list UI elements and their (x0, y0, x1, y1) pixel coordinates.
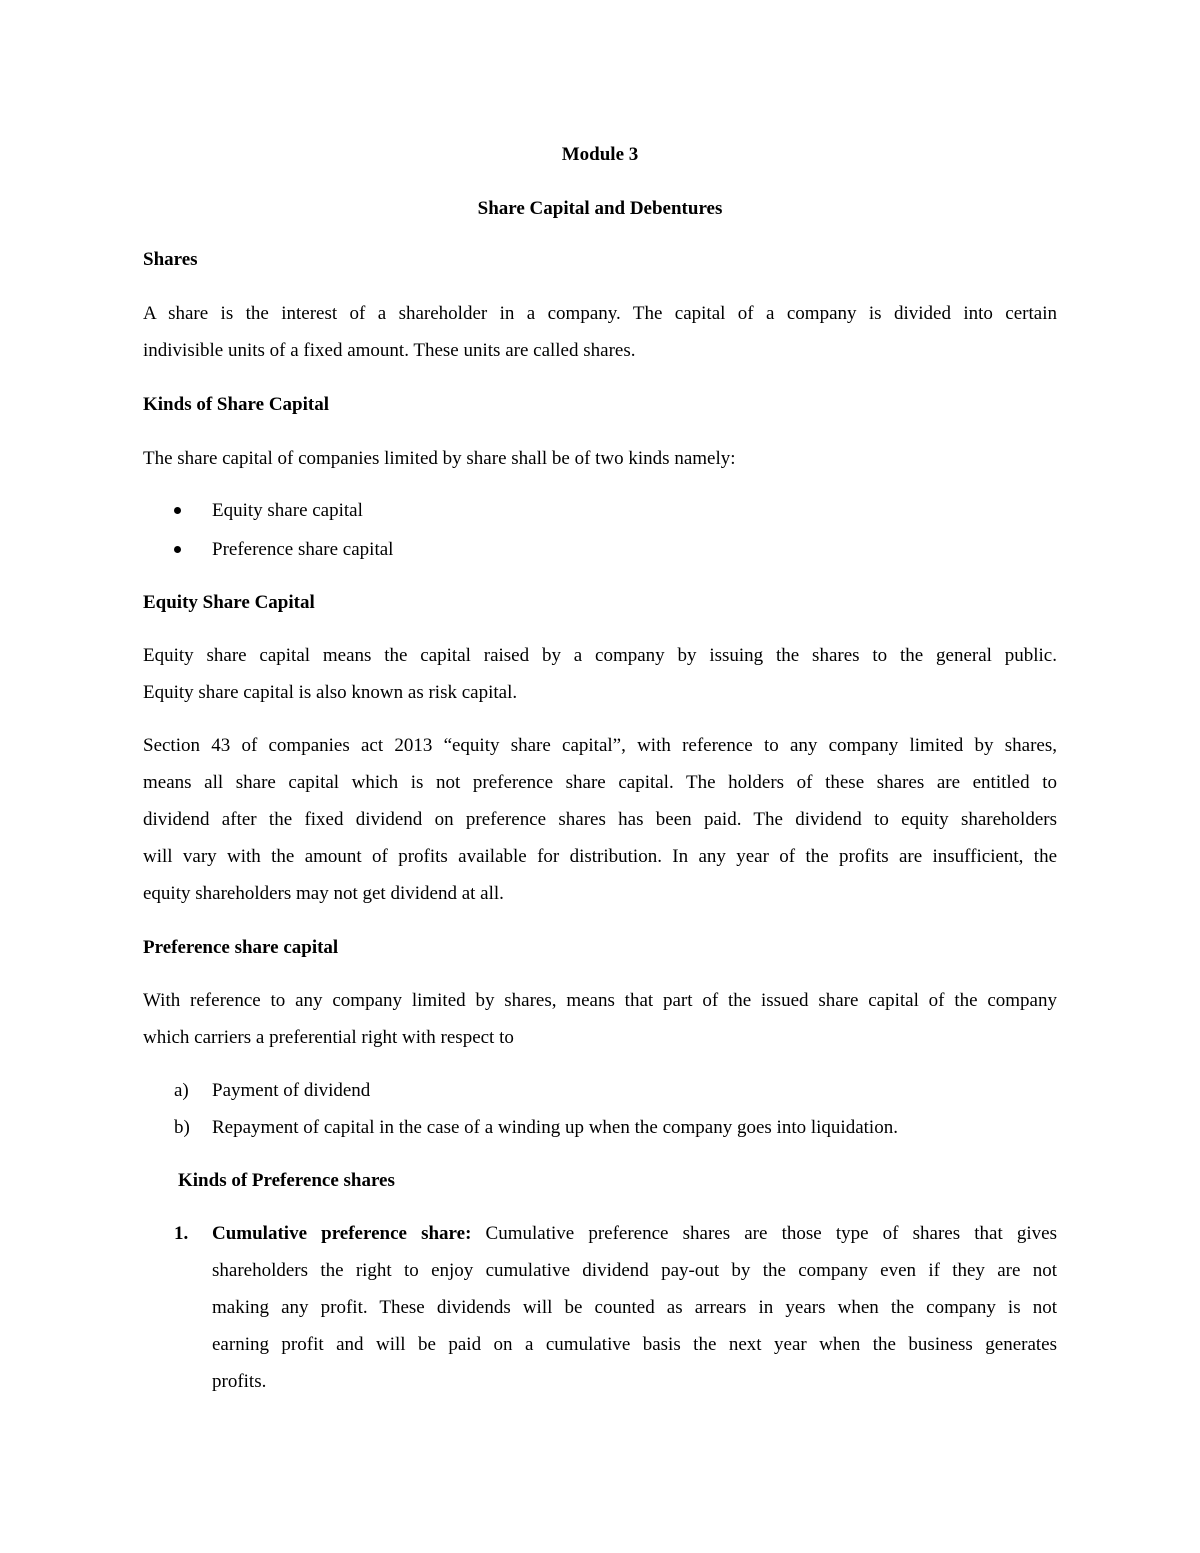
list-item-text: Repayment of capital in the case of a winding up when the company goes into liquidation. (212, 1117, 898, 1138)
preference-heading: Preference share capital (143, 937, 339, 958)
equity-paragraph-2 (143, 727, 1057, 912)
equity-para-line: Section 43 of companies act 2013 “equity share capital”, with reference to any company limited by shares, (143, 735, 1057, 756)
equity-para-line: means all share capital which is not preference share capital. The holders of these shares are entitled to (143, 772, 1057, 793)
list-item (212, 1215, 1057, 1400)
list-item-line: profits. (212, 1371, 267, 1392)
bullet-icon (174, 546, 181, 553)
list-marker: b) (174, 1117, 190, 1138)
shares-heading: Shares (143, 249, 198, 270)
list-item-text: Preference share capital (212, 539, 394, 560)
equity-para-line: Equity share capital is also known as risk capital. (143, 682, 518, 703)
term-label: Cumulative preference share: (212, 1223, 472, 1244)
kinds-preference-heading: Kinds of Preference shares (178, 1170, 395, 1191)
preference-paragraph (143, 982, 1057, 1056)
list-item-line (212, 1215, 1057, 1252)
kinds-intro: The share capital of companies limited by share shall be of two kinds namely: (143, 448, 736, 469)
list-item-text: Payment of dividend (212, 1080, 371, 1101)
preference-para-line: With reference to any company limited by shares, means that part of the issued share capital of the company (143, 990, 1057, 1011)
equity-para-line: will vary with the amount of profits available for distribution. In any year of the profits are insufficient, the (143, 846, 1057, 867)
equity-para-line: dividend after the fixed dividend on preference shares has been paid. The dividend to equity shareholders (143, 809, 1057, 830)
bullet-icon (174, 507, 181, 514)
kinds-heading: Kinds of Share Capital (143, 394, 329, 415)
chapter-subtitle: Share Capital and Debentures (477, 198, 723, 219)
shares-para-line: indivisible units of a fixed amount. These units are called shares. (143, 340, 636, 361)
shares-paragraph (143, 295, 1057, 369)
equity-heading: Equity Share Capital (143, 592, 315, 613)
equity-para-line: equity shareholders may not get dividend at all. (143, 883, 504, 904)
list-item-line: making any profit. These dividends will be counted as arrears in years when the company is not (212, 1297, 1057, 1318)
list-marker: 1. (174, 1223, 189, 1244)
term-definition: Cumulative preference shares are those type of shares that gives (471, 1223, 1057, 1244)
list-item-line: shareholders the right to enjoy cumulative dividend pay-out by the company even if they are not (212, 1260, 1057, 1281)
list-marker: a) (174, 1080, 189, 1101)
list-item-line: earning profit and will be paid on a cumulative basis the next year when the business generates (212, 1334, 1057, 1355)
shares-para-line: A share is the interest of a shareholder in a company. The capital of a company is divided into certain (143, 303, 1057, 324)
equity-paragraph-1 (143, 637, 1057, 711)
equity-para-line: Equity share capital means the capital raised by a company by issuing the shares to the general public. (143, 645, 1057, 666)
list-item-text: Equity share capital (212, 500, 363, 521)
preference-para-line: which carriers a preferential right with respect to (143, 1027, 514, 1048)
module-title: Module 3 (561, 144, 639, 165)
